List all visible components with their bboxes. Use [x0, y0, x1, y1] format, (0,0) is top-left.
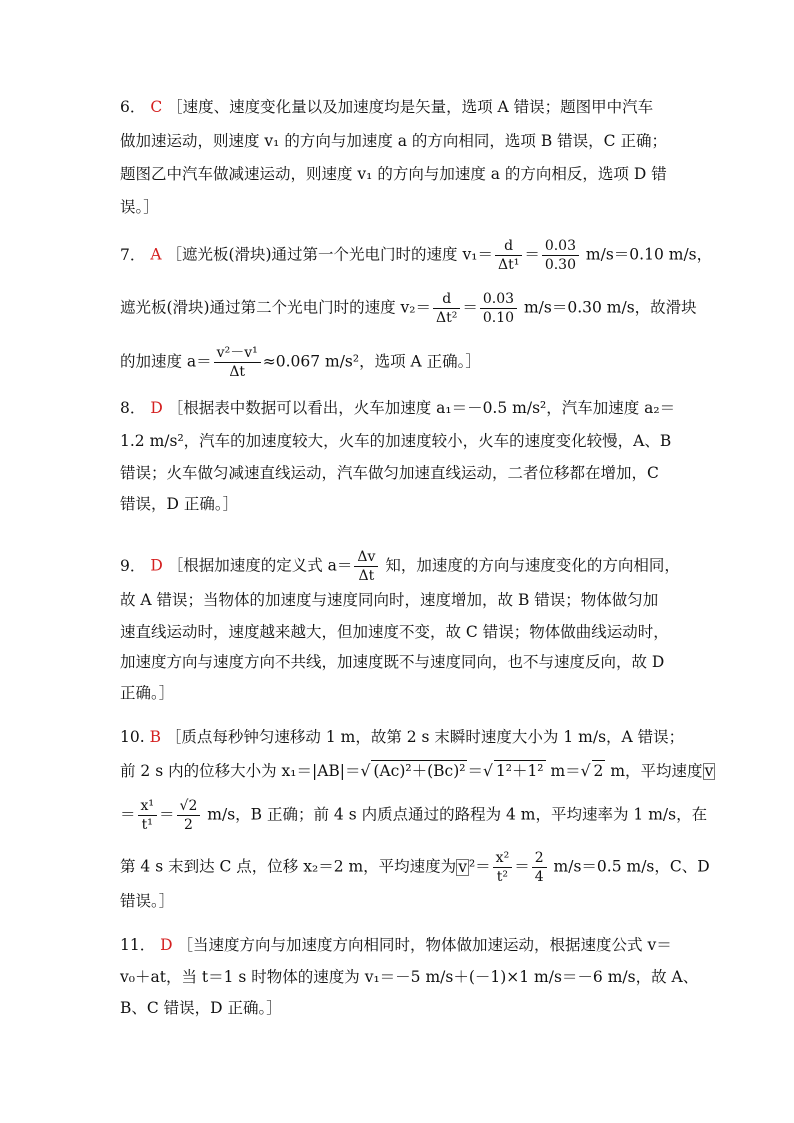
- sqrt-expression: 1²＋1²: [495, 762, 544, 780]
- item-text: ［速度、速度变化量以及加速度均是矢量，选项 A 错误；题图甲中汽车: [167, 98, 654, 116]
- fraction: $\frac{\text{x¹}}{\text{t¹}}$: [138, 797, 158, 834]
- sqrt-expression: 2: [593, 762, 604, 780]
- item-10-line-1: 10. B ［质点每秒钟匀速移动 1 m，故第 2 s 末瞬时速度大小为 1 m/s，A 错误；: [120, 728, 685, 746]
- item-10-line-2: 前 2 s 内的位移大小为 x₁＝|AB|＝√ (Ac)²＋(Bc)² ＝√ 1²＋1² m＝√ 2 m，平均速度 v: [120, 762, 714, 780]
- item-11-line-3: B、C 错误，D 正确。］: [120, 999, 282, 1017]
- answer-letter: A: [150, 245, 162, 264]
- item-6-line-4: 误。］: [120, 198, 159, 216]
- item-7-line-1: 7． A ［遮光板(滑块)通过第一个光电门时的速度 v₁＝ $\frac{d}{\text{Δt¹}}$ ＝ $\frac{0.03}{0.30}$ m/s＝0.10 m/s，: [120, 238, 713, 273]
- fraction: $\frac{\text{x²}}{\text{t²}}$: [493, 849, 513, 886]
- missing-glyph-box: v: [704, 762, 714, 780]
- fraction: $\frac{d}{\text{Δt²}}$: [433, 290, 460, 327]
- item-7-line-3: 的加速度 a＝ $\frac{\text{v²－v¹}}{\Delta t}$ ≈0.067 m/s²，选项 A 正确。］: [120, 345, 481, 380]
- item-6-line-2: 做加速运动，则速度 v₁ 的方向与加速度 a 的方向相同，选项 B 错误，C 正确；: [120, 132, 667, 150]
- item-9-line-2: 故 A 错误；当物体的加速度与速度同向时，速度增加，故 B 错误；物体做匀加: [120, 591, 659, 609]
- fraction: $\frac{d}{\text{Δt¹}}$: [495, 237, 522, 274]
- answer-letter: D: [150, 399, 163, 417]
- fraction: $\frac{0.03}{0.30}$: [542, 237, 579, 274]
- answer-letter: D: [150, 556, 163, 575]
- item-text: ［遮光板(滑块)通过第一个光电门时的速度 v₁＝: [166, 245, 493, 264]
- answer-letter: D: [160, 936, 173, 954]
- item-6-line-3: 题图乙中汽车做减速运动，则速度 v₁ 的方向与加速度 a 的方向相反，选项 D 错: [120, 165, 667, 183]
- fraction: $\frac{2}{4}$: [532, 849, 547, 886]
- item-8-line-3: 错误；火车做匀减速直线运动，汽车做匀加速直线运动，二者位移都在增加，C: [120, 464, 659, 482]
- item-number: 10.: [120, 728, 145, 746]
- item-number: 8．: [120, 399, 146, 417]
- item-9-line-5: 正确。］: [120, 684, 175, 702]
- item-8-line-2: 1.2 m/s²，汽车的加速度较大，火车的加速度较小，火车的速度变化较慢，A、B: [120, 432, 672, 450]
- item-11-line-1: 11． D ［当速度方向与加速度方向相同时，物体做加速运动，根据速度公式 v＝: [120, 936, 672, 954]
- item-number: 11．: [120, 936, 156, 954]
- item-number: 9．: [120, 556, 146, 575]
- item-9-line-4: 加速度方向与速度方向不共线，加速度既不与速度同向，也不与速度反向，故 D: [120, 653, 665, 671]
- item-10-line-4: 第 4 s 末到达 C 点，位移 x₂＝2 m，平均速度为 v ²＝ $\frac{\text{x²}}{\text{t²}}$ ＝ $\frac{2}{4}$ m/s＝0.5 m/s，C、D: [120, 850, 710, 885]
- item-6-line-1: [120, 97, 653, 117]
- item-9-line-1: 9． D ［根据加速度的定义式 a＝ $\frac{\Delta v}{\Delta t}$ 知，加速度的方向与速度变化的方向相同，: [120, 549, 680, 584]
- item-8-line-1: 8． D ［根据表中数据可以看出，火车加速度 a₁＝－0.5 m/s²，汽车加速度 a₂＝: [120, 399, 676, 417]
- item-9-line-3: 速直线运动时，速度越来越大，但加速度不变，故 C 错误；物体做曲线运动时，: [120, 623, 669, 641]
- item-number: 7．: [120, 245, 146, 264]
- item-number: 6．: [120, 98, 146, 116]
- sqrt-expression: (Ac)²＋(Bc)²: [373, 762, 466, 780]
- fraction: $\frac{0.03}{0.10}$: [480, 290, 517, 327]
- answer-letter: C: [150, 98, 163, 116]
- item-10-line-3: ＝ $\frac{\text{x¹}}{\text{t¹}}$ ＝ $\frac{√2}{2}$ m/s，B 正确；前 4 s 内质点通过的路程为 4 m，平均速率为 1 m/s，在: [120, 798, 708, 833]
- item-8-line-4: 错误，D 正确。］: [120, 495, 239, 513]
- fraction: $\frac{√2}{2}$: [177, 797, 201, 834]
- fraction: $\frac{\Delta v}{\Delta t}$: [354, 548, 378, 585]
- missing-glyph-box: v: [458, 857, 467, 876]
- item-10-line-5: 错误。］: [120, 892, 175, 910]
- item-11-line-2: v₀＋at，当 t＝1 s 时物体的速度为 v₁＝－5 m/s＋(－1)×1 m/s＝－6 m/s，故 A、: [120, 968, 699, 986]
- answer-letter: B: [149, 728, 161, 746]
- item-7-line-2: 遮光板(滑块)通过第二个光电门时的速度 v₂＝ $\frac{d}{\text{Δt²}}$ ＝ $\frac{0.03}{0.10}$ m/s＝0.30 m/s，故滑块: [120, 291, 697, 326]
- fraction: $\frac{\text{v²－v¹}}{\Delta t}$: [214, 344, 261, 381]
